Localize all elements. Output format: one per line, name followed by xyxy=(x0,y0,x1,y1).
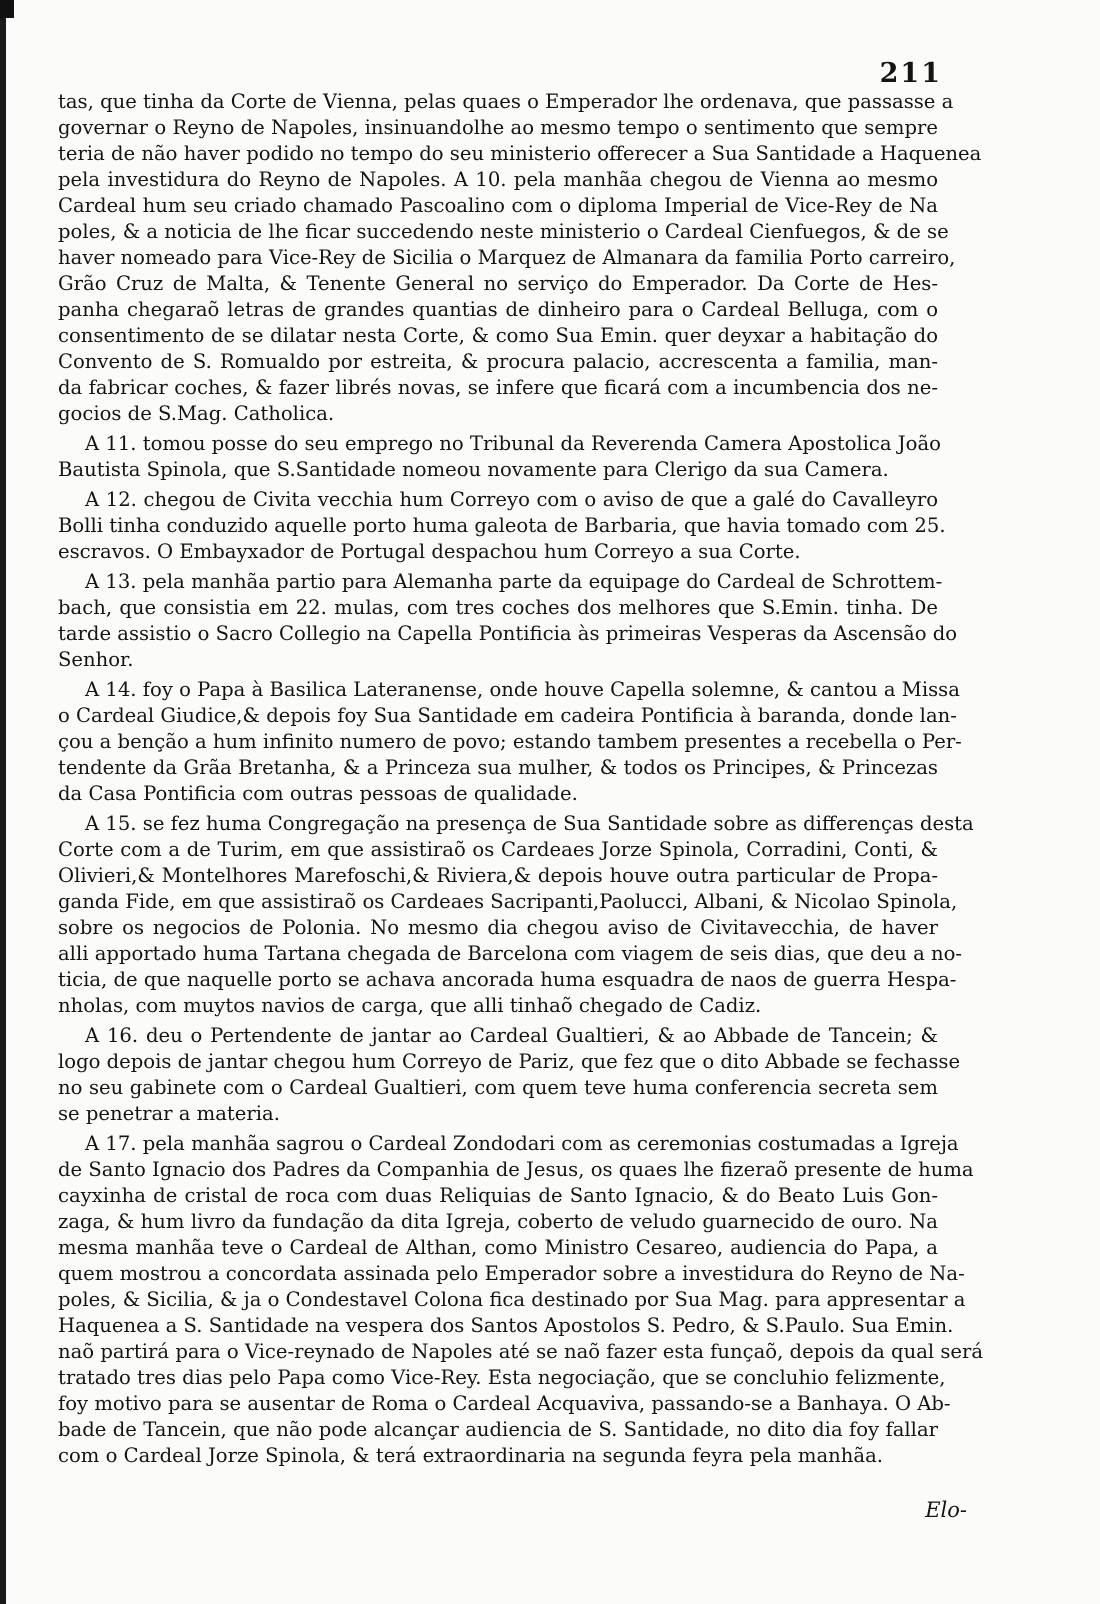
paragraph xyxy=(58,89,982,427)
text-line: da fabricar coches, & fazer librés novas, se infere que ficará com a incumbencia dos ne- xyxy=(58,376,938,399)
text-line: panha chegaraõ letras de grandes quantias de dinheiro para o Cardeal Belluga, com o xyxy=(58,298,938,321)
text-line: o Cardeal Giudice,& depois foy Sua Santidade em cadeira Pontificia à baranda, donde lan- xyxy=(58,704,957,727)
text-line: foy motivo para se ausentar de Roma o Cardeal Acquaviva, passando-se a Banhaya. O Ab- xyxy=(58,1392,951,1415)
text-line: Corte com a de Turim, em que assistiraõ os Cardeaes Jorze Spinola, Corradini, Conti, & xyxy=(58,838,938,861)
text-line: bach, que consistia em 22. mulas, com tres coches dos melhores que S.Emin. tinha. De xyxy=(58,596,938,619)
text-line: teria de não haver podido no tempo do seu ministerio offerecer a Sua Santidade a Haquenea xyxy=(58,142,982,165)
text-line: poles, & Sicilia, & ja o Condestavel Colona fica destinado por Sua Mag. para appresentar a xyxy=(58,1288,966,1311)
text-line: bade de Tancein, que não pode alcançar audiencia de S. Santidade, no dito dia foy fallar xyxy=(58,1418,938,1441)
text-line: A 17. pela manhãa sagrou o Cardeal Zondodari com as ceremonias costumadas a Igreja xyxy=(85,1132,959,1155)
text-line: Olivieri,& Montelhores Marefoschi,& Riviera,& depois houve outra particular de Propa- xyxy=(58,864,938,887)
text-line: se penetrar a materia. xyxy=(58,1102,280,1125)
paragraph xyxy=(58,811,974,1019)
text-line: A 16. deu o Pertendente de jantar ao Cardeal Gualtieri, & ao Abbade de Tancein; & xyxy=(85,1024,938,1047)
text-line: consentimento de se dilatar nesta Corte, & como Sua Emin. quer deyxar a habitação do xyxy=(58,324,938,347)
catchword: Elo- xyxy=(925,1498,967,1522)
text-line: da Casa Pontificia com outras pessoas de qualidade. xyxy=(58,782,578,805)
text-line: A 11. tomou posse do seu emprego no Tribunal da Reverenda Camera Apostolica João xyxy=(85,432,941,455)
text-line: tratado tres dias pelo Papa como Vice-Rey. Esta negociação, que se concluhio felizmente, xyxy=(58,1366,946,1389)
text-line: ganda Fide, em que assistiraõ os Cardeaes Sacripanti,Paolucci, Albani, & Nicolao Spinola, xyxy=(58,890,958,913)
text-line: gocios de S.Mag. Catholica. xyxy=(58,402,335,425)
text-line: ticia, de que naquelle porto se achava ancorada huma esquadra de naos de guerra Hespa- xyxy=(58,968,957,991)
text-line: haver nomeado para Vice-Rey de Sicilia o Marquez de Almanara da familia Porto carreiro, xyxy=(58,246,956,269)
text-line: logo depois de jantar chegou hum Correyo de Pariz, que fez que o dito Abbade se fechasse xyxy=(58,1050,961,1073)
paragraph xyxy=(58,1131,984,1469)
paragraph xyxy=(58,431,941,483)
text-line: pela investidura do Reyno de Napoles. A 10. pela manhãa chegou de Vienna ao mesmo xyxy=(58,168,938,191)
text-line: escravos. O Embayxador de Portugal despachou hum Correyo a sua Corte. xyxy=(58,540,801,563)
body-text xyxy=(58,89,984,1469)
scan-border xyxy=(0,0,6,1604)
text-line: A 12. chegou de Civita vecchia hum Correyo com o aviso de que a galé do Cavalleyro xyxy=(85,488,938,511)
page-number: 211 xyxy=(879,58,942,89)
text-line: Grão Cruz de Malta, & Tenente General no serviço do Emperador. Da Corte de Hes- xyxy=(58,272,938,295)
text-line: tas, que tinha da Corte de Vienna, pelas quaes o Emperador lhe ordenava, que passasse a xyxy=(58,90,954,113)
text-line: Cardeal hum seu criado chamado Pascoalino com o diploma Imperial de Vice-Rey de Na xyxy=(58,194,938,217)
text-line: mesma manhãa teve o Cardeal de Althan, como Ministro Cesareo, audiencia do Papa, a xyxy=(58,1236,938,1259)
text-line: com o Cardeal Jorze Spinola, & terá extraordinaria na segunda feyra pela manhãa. xyxy=(58,1444,883,1467)
text-line: alli apportado huma Tartana chegada de Barcelona com viagem de seis dias, que deu a no- xyxy=(58,942,963,965)
text-line: sobre os negocios de Polonia. No mesmo dia chegou aviso de Civitavecchia, de haver xyxy=(58,916,938,939)
scan-corner-mark xyxy=(0,0,14,18)
paragraph xyxy=(58,569,958,673)
paragraph xyxy=(58,1023,961,1127)
text-line: Senhor. xyxy=(58,648,134,671)
text-line: A 14. foy o Papa à Basilica Lateranense, onde houve Capella solemne, & cantou a Missa xyxy=(85,678,960,701)
text-line: poles, & a noticia de lhe ficar succedendo neste ministerio o Cardeal Cienfuegos, & de se xyxy=(58,220,949,243)
text-line: zaga, & hum livro da fundação da dita Igreja, coberto de veludo guarnecido de ouro. Na xyxy=(58,1210,938,1233)
text-line: cayxinha de cristal de roca com duas Reliquias de Santo Ignacio, & do Beato Luis Gon- xyxy=(58,1184,938,1207)
text-line: çou a benção a hum infinito numero de povo; estando tambem presentes a recebella o Per- xyxy=(58,730,962,753)
text-line: Convento de S. Romualdo por estreita, & procura palacio, accrescenta a familia, man- xyxy=(58,350,938,373)
text-line: tendente da Grãa Bretanha, & a Princeza sua mulher, & todos os Principes, & Princezas xyxy=(58,756,938,779)
text-line: Haquenea a S. Santidade na vespera dos Santos Apostolos S. Pedro, & S.Paulo. Sua Emin. xyxy=(58,1314,954,1337)
text-line: Bolli tinha conduzido aquelle porto huma galeota de Barbaria, que havia tomado com 25. xyxy=(58,514,946,537)
text-line: quem mostrou a concordata assinada pelo Emperador sobre a investidura do Reyno de Na- xyxy=(58,1262,965,1285)
paragraph xyxy=(58,487,946,565)
text-line: A 13. pela manhãa partio para Alemanha parte da equipage do Cardeal de Schrottem- xyxy=(85,570,943,593)
paragraph xyxy=(58,677,962,807)
text-line: tarde assistio o Sacro Collegio na Capella Pontificia às primeiras Vesperas da Ascensão do xyxy=(58,622,958,645)
text-line: no seu gabinete com o Cardeal Gualtieri, com quem teve huma conferencia secreta sem xyxy=(58,1076,938,1099)
text-line: de Santo Ignacio dos Padres da Companhia de Jesus, os quaes lhe fizeraõ presente de huma xyxy=(58,1158,974,1181)
text-line: A 15. se fez huma Congregação na presença de Sua Santidade sobre as differenças desta xyxy=(85,812,974,835)
text-line: Bautista Spinola, que S.Santidade nomeou novamente para Clerigo da sua Camera. xyxy=(58,458,889,481)
text-line: governar o Reyno de Napoles, insinuandolhe ao mesmo tempo o sentimento que sempre xyxy=(58,116,938,139)
text-line: nholas, com muytos navios de carga, que alli tinhaõ chegado de Cadiz. xyxy=(58,994,762,1017)
text-line: naõ partirá para o Vice-reynado de Napoles até se naõ fazer esta funçaõ, depois da qual será xyxy=(58,1340,984,1363)
